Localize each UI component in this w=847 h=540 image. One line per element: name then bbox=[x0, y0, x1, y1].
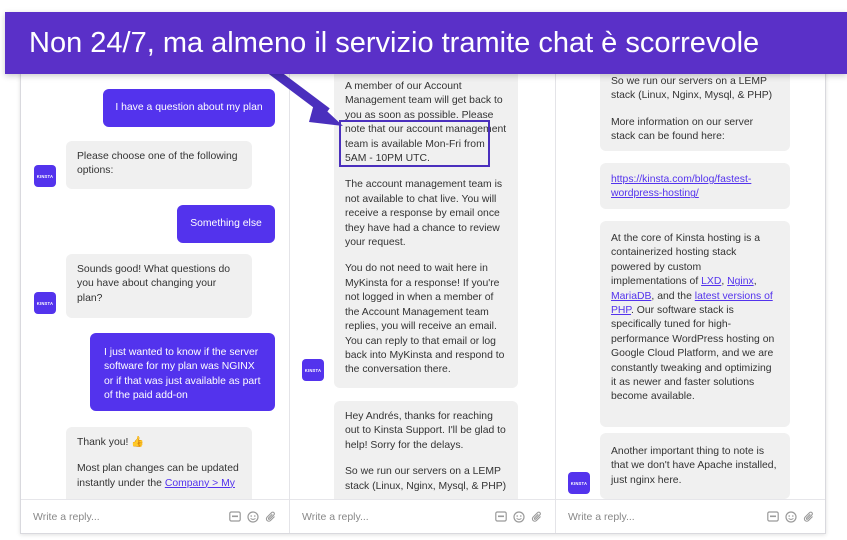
chat-column-3 bbox=[555, 27, 826, 533]
nginx-link[interactable]: Nginx bbox=[727, 276, 754, 288]
not-live-paragraph: The account management team is not available to chat live. You will receive a response by email once they have had a chance to review your request. bbox=[345, 179, 503, 249]
avatar-label: KINSTA bbox=[570, 480, 588, 486]
gif-icon[interactable] bbox=[495, 511, 507, 522]
hosting-text-b: , and the bbox=[651, 290, 695, 302]
no-apache-text: Another important thing to note is that we don't have Apache installed, just nginx here. bbox=[611, 446, 777, 486]
avatar-label: KINSTA bbox=[36, 173, 54, 179]
emoji-icon[interactable] bbox=[785, 511, 797, 523]
kinsta-avatar bbox=[34, 292, 56, 314]
agent-message-server-stack bbox=[600, 61, 790, 151]
gif-icon[interactable] bbox=[229, 511, 241, 522]
mariadb-link[interactable]: MariaDB bbox=[611, 290, 652, 302]
agent-message-link bbox=[600, 163, 790, 209]
avatar-label: KINSTA bbox=[304, 367, 322, 373]
agent-message-choose-option bbox=[66, 141, 252, 189]
chat-column-1 bbox=[21, 27, 289, 533]
attachment-icon[interactable] bbox=[803, 511, 815, 523]
attachment-icon[interactable] bbox=[531, 511, 543, 523]
hosting-text-c: . Our software stack is specifically tuned for high-performance WordPress hosting on Google Cloud Platform, and we are constantly tweaking and optimizing it as newer and faster solutions become available. bbox=[611, 305, 775, 403]
user-message-plan-question bbox=[103, 89, 275, 127]
reply-bar bbox=[290, 499, 555, 533]
reply-bar bbox=[556, 499, 826, 533]
agent-message-account-management bbox=[334, 61, 518, 388]
availability-highlight-box bbox=[339, 120, 490, 167]
separator: , bbox=[721, 276, 728, 288]
agent-message-hosting-stack bbox=[600, 221, 790, 427]
agent-changes-text: Most plan changes can be updated instantly under the bbox=[77, 463, 239, 489]
emoji-icon[interactable] bbox=[513, 511, 525, 523]
greeting-paragraph: Hey Andrés, thanks for reaching out to Kinsta Support. I'll be glad to help! Sorry for the delays. bbox=[345, 411, 506, 451]
avatar-label: KINSTA bbox=[36, 300, 54, 306]
reply-bar bbox=[21, 499, 289, 533]
reply-icons bbox=[229, 511, 277, 523]
lemp-stack-paragraph: So we run our servers on a LEMP stack (Linux, Nginx, Mysql, & PHP) bbox=[611, 76, 773, 102]
gif-icon[interactable] bbox=[767, 511, 779, 522]
kinsta-avatar bbox=[568, 472, 590, 494]
hosting-text-a: At the core of Kinsta hosting is a containerized hosting stack powered by custom implementations of bbox=[611, 233, 761, 288]
option-button-something-else[interactable] bbox=[177, 205, 275, 243]
agent-message-sounds-good bbox=[66, 254, 252, 318]
caption-text: Non 24/7, ma almeno il servizio tramite chat è scorrevole bbox=[29, 27, 760, 59]
kinsta-avatar bbox=[34, 165, 56, 187]
kinsta-avatar bbox=[302, 359, 324, 381]
option-label: Something else bbox=[190, 217, 262, 229]
agent-message-text: Please choose one of the following options: bbox=[77, 151, 238, 177]
fastest-wordpress-hosting-link[interactable]: https://kinsta.com/blog/fastest-wordpress-hosting/ bbox=[611, 174, 752, 200]
company-link[interactable]: Company > My bbox=[164, 477, 235, 489]
more-info-paragraph: More information on our server stack can be found here: bbox=[611, 116, 754, 143]
reply-icons bbox=[767, 511, 815, 523]
attachment-icon[interactable] bbox=[265, 511, 277, 523]
user-message-text: I have a question about my plan bbox=[115, 101, 263, 113]
availability-text-b: note that our account management team is available Mon-Fri from 5AM - 10PM UTC. bbox=[345, 124, 507, 165]
chat-screenshot-frame bbox=[20, 26, 826, 534]
agent-message-text: Sounds good! What questions do you have about changing your plan? bbox=[77, 264, 231, 304]
separator: , bbox=[753, 276, 757, 288]
emoji-icon[interactable] bbox=[247, 511, 259, 523]
agent-thanks-text: Thank you! 👍 bbox=[77, 437, 145, 448]
lemp-stack-paragraph: So we run our servers on a LEMP stack (Linux, Nginx, Mysql, & PHP) bbox=[345, 466, 507, 492]
caption-banner bbox=[5, 12, 847, 74]
reply-icons bbox=[495, 511, 543, 523]
reply-input[interactable]: Write a reply... bbox=[33, 510, 100, 523]
lxd-link[interactable]: LXD bbox=[701, 276, 722, 288]
user-message-text: I just wanted to know if the server software for my plan was NGINX or if that was just available as part of the paid add-on bbox=[104, 347, 261, 402]
email-reply-paragraph: You do not need to wait here in MyKinsta for a response! If you're not logged in when a member of the Account Management team replies, you will receive an email. You can reply to that email or log back into MyKinsta and respond to the conversation there. bbox=[345, 263, 505, 376]
agent-plan-changes-text bbox=[77, 462, 241, 491]
php-versions-link[interactable]: latest versions of PHP bbox=[611, 290, 773, 317]
availability-text-a: A member of our Account Management team will get back to you as soon as possible. Please bbox=[345, 81, 503, 121]
reply-input[interactable]: Write a reply... bbox=[302, 510, 369, 523]
user-message-nginx-question bbox=[90, 333, 275, 411]
agent-message-no-apache bbox=[600, 433, 790, 499]
reply-input[interactable]: Write a reply... bbox=[568, 510, 635, 523]
